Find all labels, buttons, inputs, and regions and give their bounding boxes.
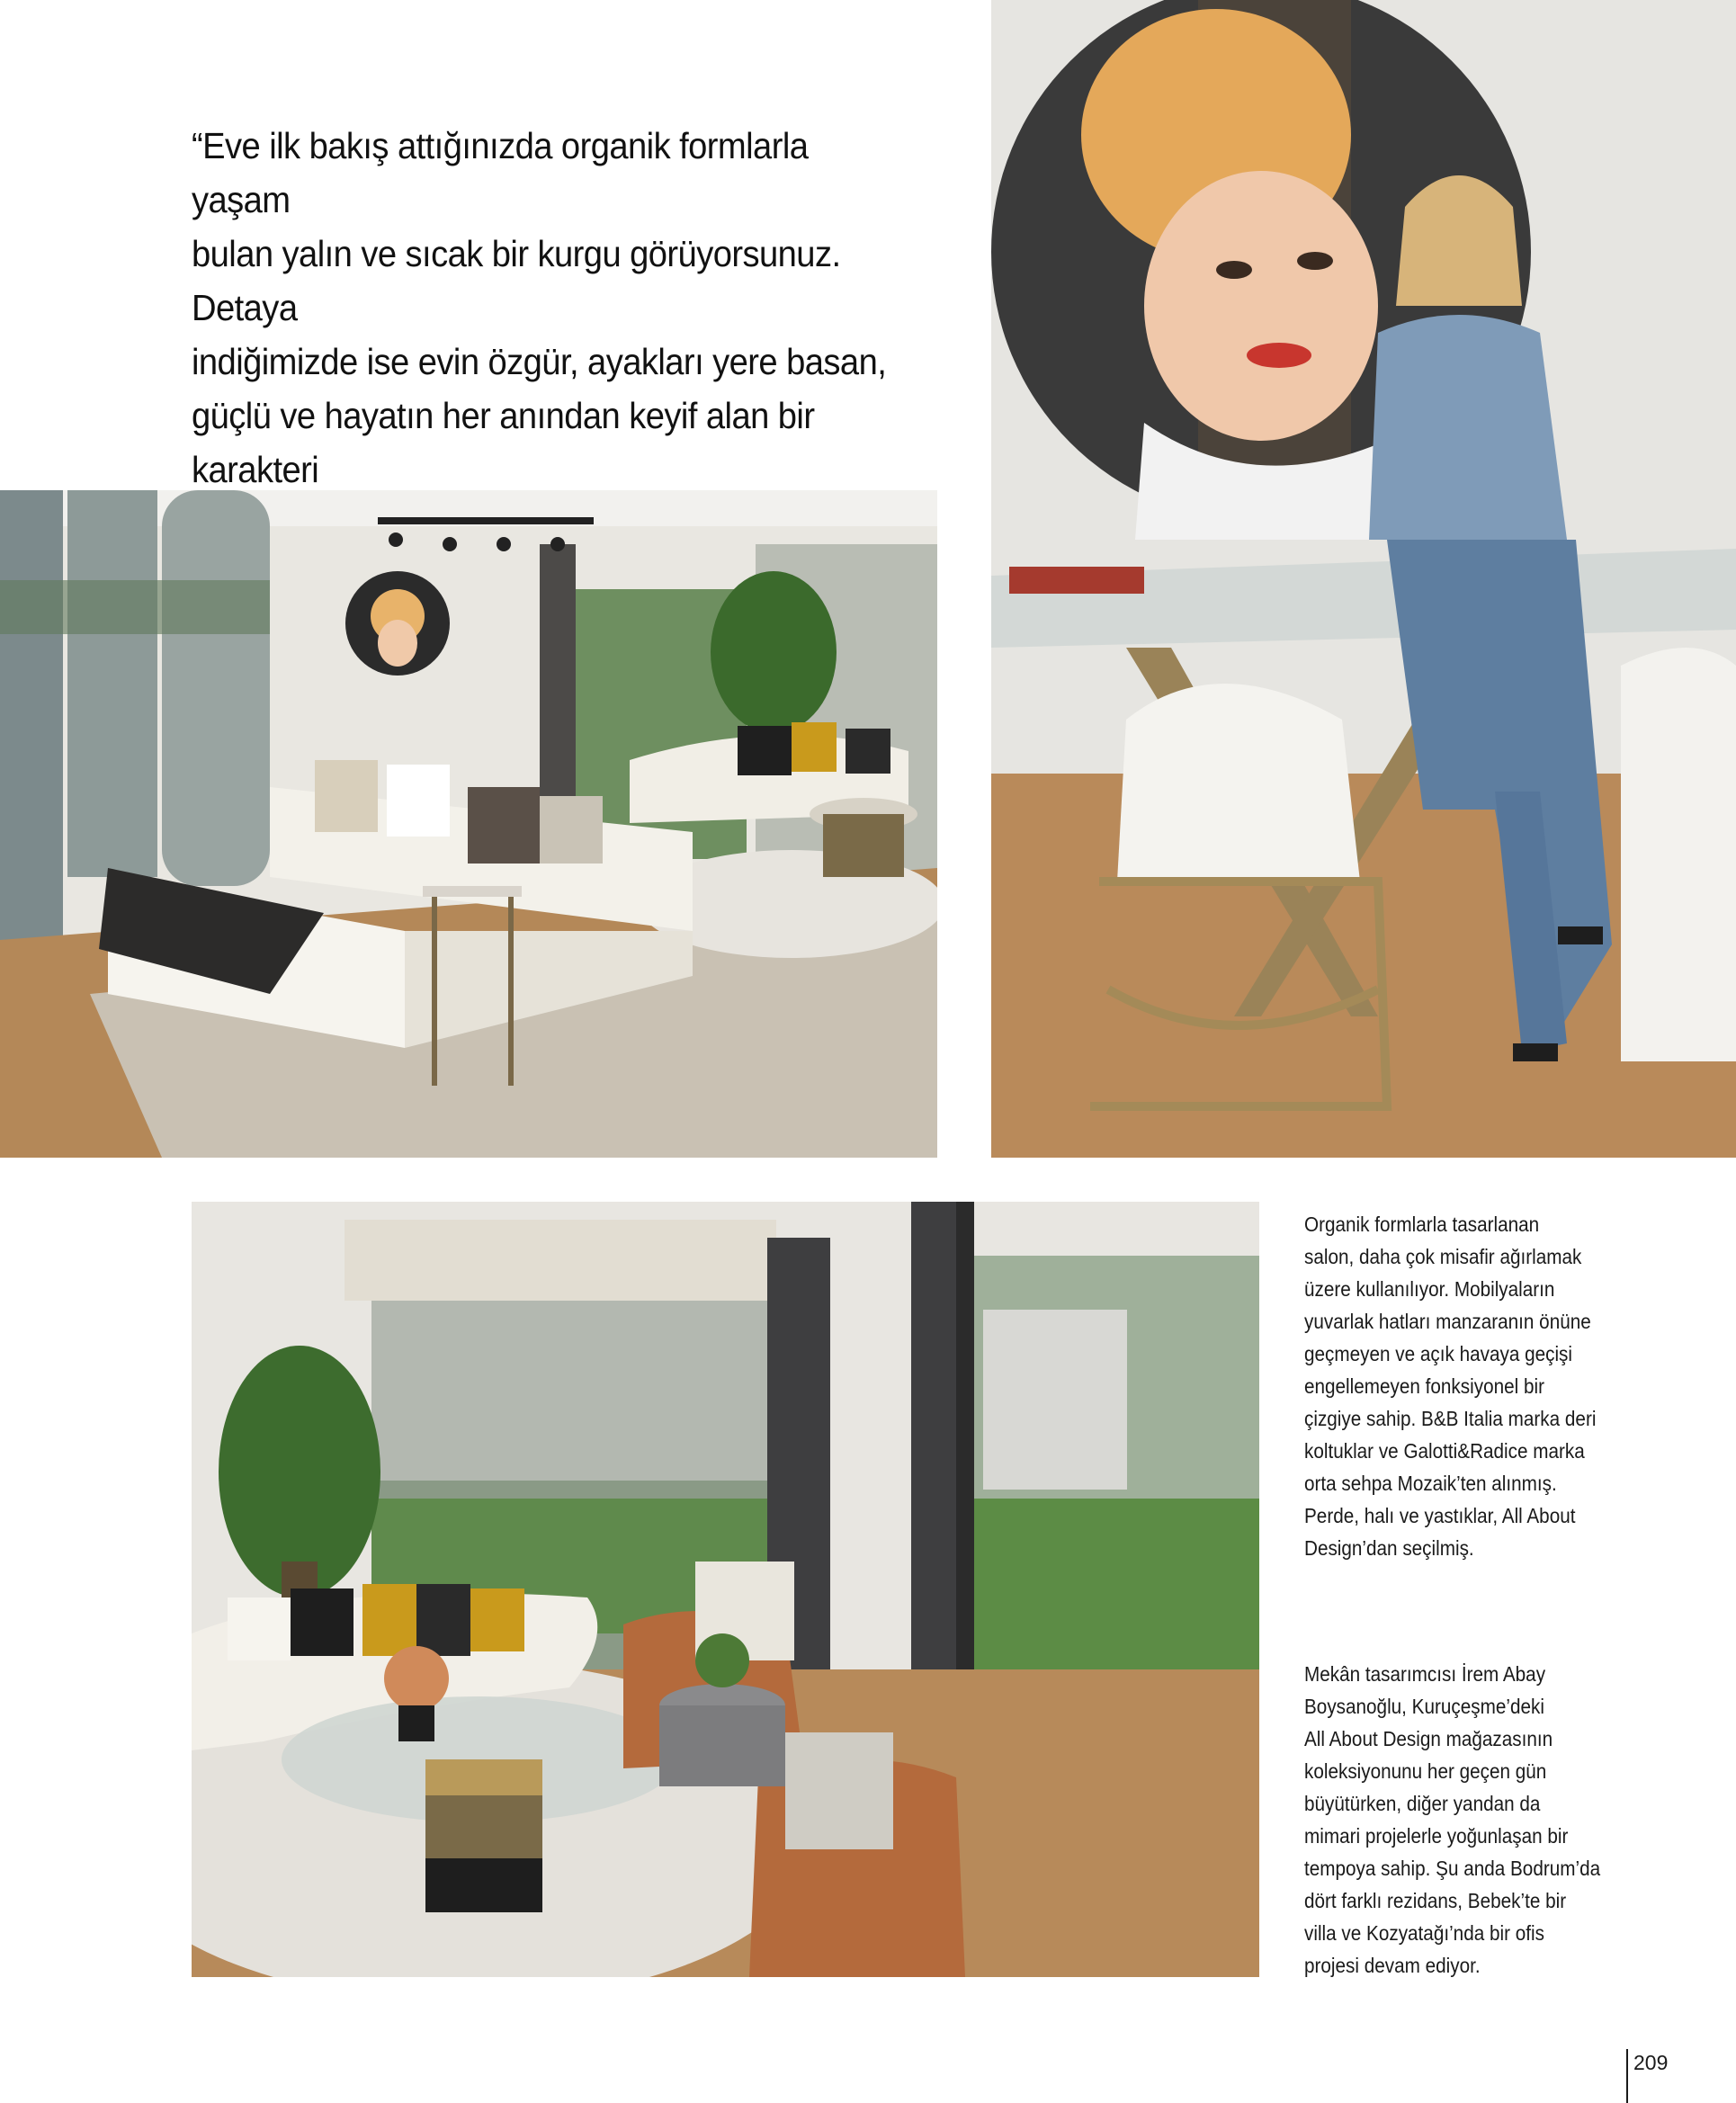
- caption-line: üzere kullanılıyor. Mobilyaların: [1304, 1277, 1555, 1301]
- caption-line: büyütürken, diğer yandan da: [1304, 1792, 1541, 1815]
- designer-portrait-photo: [991, 0, 1736, 1158]
- caption-line: engellemeyen fonksiyonel bir: [1304, 1374, 1544, 1398]
- caption-line: koltuklar ve Galotti&Radice marka: [1304, 1439, 1585, 1463]
- caption-line: geçmeyen ve açık havaya geçişi: [1304, 1342, 1573, 1365]
- page-number-rule: [1626, 2049, 1628, 2103]
- caption-line: salon, daha çok misafir ağırlamak: [1304, 1245, 1582, 1268]
- caption-line: Design’dan seçilmiş.: [1304, 1536, 1474, 1560]
- quote-line: “Eve ilk bakış attığınızda organik formlarla yaşam: [192, 125, 809, 220]
- caption-line: koleksiyonunu her geçen gün: [1304, 1759, 1547, 1783]
- caption-line: projesi devam ediyor.: [1304, 1954, 1481, 1977]
- caption-designer: [1304, 1658, 1601, 1982]
- quote-line: güçlü ve hayatın her anından keyif alan bir karakteri: [192, 395, 815, 490]
- page-number: 209: [1633, 2051, 1669, 2074]
- quote-line: indiğimizde ise evin özgür, ayakları yere basan,: [192, 341, 887, 382]
- caption-line: All About Design mağazasının: [1304, 1727, 1553, 1750]
- caption-line: Perde, halı ve yastıklar, All About: [1304, 1504, 1576, 1527]
- living-room-photo: [0, 490, 937, 1158]
- caption-line: çizgiye sahip. B&B Italia marka deri: [1304, 1407, 1597, 1430]
- lounge-photo: [192, 1202, 1259, 1977]
- caption-line: mimari projelerle yoğunlaşan bir: [1304, 1824, 1569, 1848]
- caption-line: Organik formlarla tasarlanan: [1304, 1213, 1540, 1236]
- caption-line: dört farklı rezidans, Bebek’te bir: [1304, 1889, 1567, 1912]
- caption-line: Mekân tasarımcısı İrem Abay: [1304, 1662, 1546, 1686]
- caption-line: tempoya sahip. Şu anda Bodrum’da: [1304, 1857, 1601, 1880]
- caption-line: yuvarlak hatları manzaranın önüne: [1304, 1310, 1591, 1333]
- caption-line: Boysanoğlu, Kuruçeşme’deki: [1304, 1695, 1544, 1718]
- caption-line: orta sehpa Mozaik’ten alınmış.: [1304, 1472, 1557, 1495]
- caption-salon: [1304, 1208, 1597, 1564]
- caption-line: villa ve Kozyatağı’nda bir ofis: [1304, 1921, 1544, 1945]
- quote-line: bulan yalın ve sıcak bir kurgu görüyorsunuz. Detaya: [192, 233, 841, 328]
